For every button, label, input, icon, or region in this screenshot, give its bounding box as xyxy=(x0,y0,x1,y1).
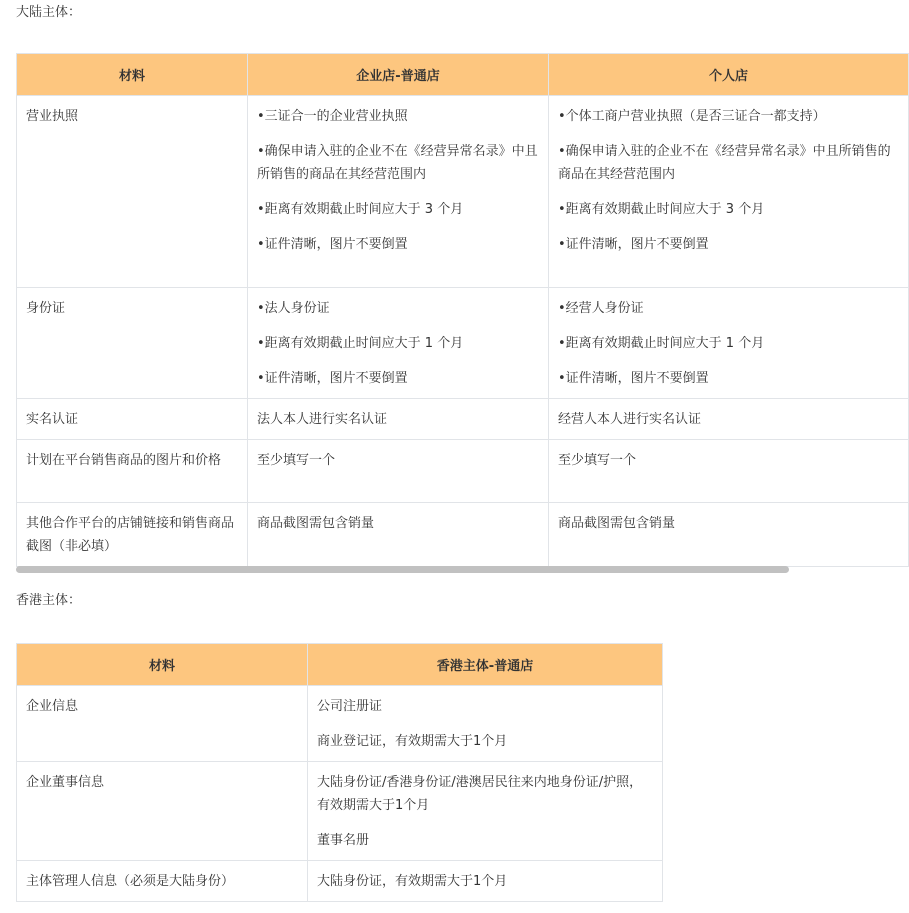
detail-line: 大陆身份证，有效期需大于1个月 xyxy=(317,874,508,889)
material-cell: 主体管理人信息（必须是大陆身份） xyxy=(17,861,308,902)
table-row xyxy=(17,503,909,567)
enterprise-requirement: •法人身份证 xyxy=(257,301,330,316)
enterprise-requirement: •确保申请入驻的企业不在《经营异常名录》中且所销售的商品在其经营范围内 xyxy=(257,144,538,182)
table-row xyxy=(17,686,663,762)
table-row xyxy=(17,861,663,902)
column-header-enterprise: 企业店-普通店 xyxy=(248,54,549,96)
enterprise-requirement: 法人本人进行实名认证 xyxy=(257,412,388,427)
table-header-row xyxy=(17,644,663,686)
personal-requirement: •证件清晰，图片不要倒置 xyxy=(558,371,709,386)
horizontal-scrollbar[interactable] xyxy=(16,566,825,574)
personal-cell xyxy=(549,503,909,567)
personal-cell xyxy=(549,288,909,399)
detail-cell xyxy=(308,686,663,762)
table-row xyxy=(17,399,909,440)
enterprise-cell xyxy=(248,440,549,503)
detail-cell xyxy=(308,861,663,902)
enterprise-requirement: •证件清晰，图片不要倒置 xyxy=(257,371,408,386)
detail-line: 董事名册 xyxy=(317,833,370,848)
personal-cell xyxy=(549,399,909,440)
table-row xyxy=(17,288,909,399)
personal-requirement: •确保申请入驻的企业不在《经营异常名录》中且所销售的商品在其经营范围内 xyxy=(558,144,891,182)
column-header-material: 材料 xyxy=(17,644,308,686)
table-header-row xyxy=(17,54,909,96)
enterprise-requirement: •距离有效期截止时间应大于 1 个月 xyxy=(257,336,464,351)
enterprise-cell xyxy=(248,503,549,567)
enterprise-cell xyxy=(248,399,549,440)
enterprise-requirement: •距离有效期截止时间应大于 3 个月 xyxy=(257,202,464,217)
personal-requirement: •距离有效期截止时间应大于 1 个月 xyxy=(558,336,765,351)
table-row xyxy=(17,440,909,503)
personal-requirement: 商品截图需包含销量 xyxy=(558,516,676,531)
mainland-materials-table xyxy=(16,53,909,567)
material-cell: 其他合作平台的店铺链接和销售商品截图（非必填） xyxy=(17,503,248,567)
detail-line: 大陆身份证/香港身份证/港澳居民往来内地身份证/护照，有效期需大于1个月 xyxy=(317,775,643,813)
enterprise-requirement: 商品截图需包含销量 xyxy=(257,516,375,531)
scrollbar-thumb[interactable] xyxy=(16,566,789,573)
personal-requirement: •个体工商户营业执照（是否三证合一都支持） xyxy=(558,109,826,124)
personal-requirement: •经营人身份证 xyxy=(558,301,644,316)
personal-requirement: •证件清晰，图片不要倒置 xyxy=(558,237,709,252)
enterprise-requirement: •证件清晰，图片不要倒置 xyxy=(257,237,408,252)
column-header-material: 材料 xyxy=(17,54,248,96)
detail-cell xyxy=(308,762,663,861)
mainland-table-viewport xyxy=(16,53,891,564)
section-heading-hongkong: 香港主体： xyxy=(16,593,82,608)
table-row xyxy=(17,762,663,861)
material-cell: 企业信息 xyxy=(17,686,308,762)
personal-cell xyxy=(549,440,909,503)
column-header-hk-standard-store: 香港主体-普通店 xyxy=(308,644,663,686)
section-heading-mainland: 大陆主体： xyxy=(16,5,82,20)
material-cell: 实名认证 xyxy=(17,399,248,440)
enterprise-requirement: 至少填写一个 xyxy=(257,453,336,468)
enterprise-cell xyxy=(248,288,549,399)
personal-cell xyxy=(549,96,909,288)
hongkong-materials-table xyxy=(16,643,663,902)
personal-requirement: 至少填写一个 xyxy=(558,453,637,468)
material-cell: 身份证 xyxy=(17,288,248,399)
table-row xyxy=(17,96,909,288)
material-cell: 计划在平台销售商品的图片和价格 xyxy=(17,440,248,503)
column-header-personal: 个人店 xyxy=(549,54,909,96)
personal-requirement: •距离有效期截止时间应大于 3 个月 xyxy=(558,202,765,217)
detail-line: 商业登记证，有效期需大于1个月 xyxy=(317,734,508,749)
material-cell: 营业执照 xyxy=(17,96,248,288)
material-cell: 企业董事信息 xyxy=(17,762,308,861)
personal-requirement: 经营人本人进行实名认证 xyxy=(558,412,702,427)
enterprise-cell xyxy=(248,96,549,288)
detail-line: 公司注册证 xyxy=(317,699,383,714)
enterprise-requirement: •三证合一的企业营业执照 xyxy=(257,109,408,124)
